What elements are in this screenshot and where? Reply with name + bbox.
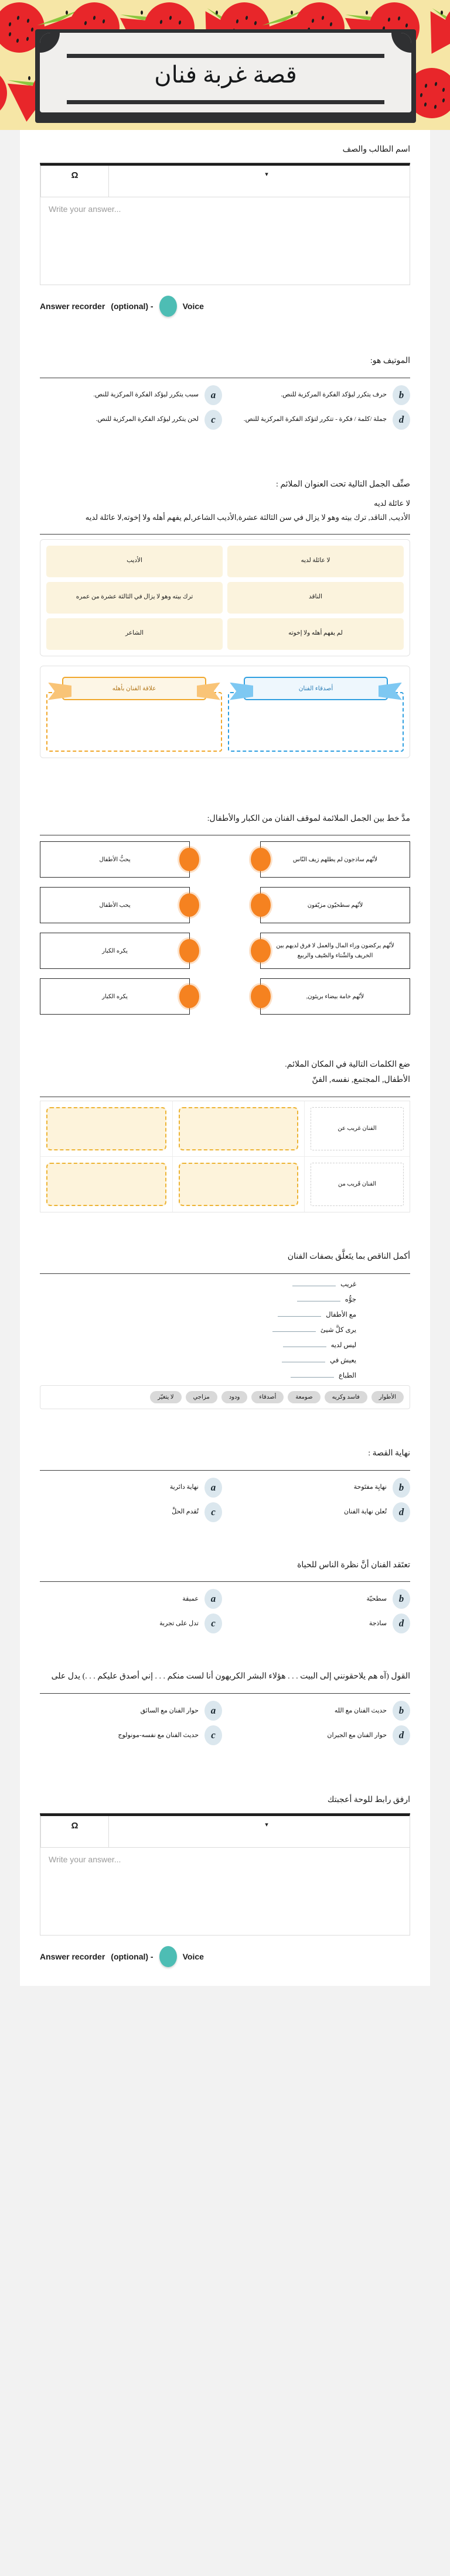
watermelon-seed bbox=[420, 93, 422, 97]
match-row bbox=[40, 841, 410, 878]
name-question-prompt: اسم الطالب والصف bbox=[342, 145, 410, 154]
option-badge: c bbox=[204, 410, 222, 430]
match-card-label: يحب الأطفال bbox=[99, 902, 131, 909]
match-card-right[interactable] bbox=[260, 887, 410, 923]
fill-blank-line bbox=[40, 1309, 410, 1318]
blank-line-label: الطباع bbox=[339, 1372, 356, 1379]
match-card-right[interactable] bbox=[260, 933, 410, 969]
drop-target-area[interactable] bbox=[46, 692, 222, 752]
option-badge: c bbox=[204, 1725, 222, 1745]
blank-input[interactable] bbox=[291, 1370, 334, 1378]
blank-line-label: ليس لديه bbox=[330, 1341, 356, 1349]
watermelon-seed bbox=[16, 39, 19, 43]
option-label: تُعلن نهاية الفنان bbox=[343, 1508, 387, 1516]
recorder-label: Answer recorder bbox=[40, 1951, 105, 1961]
watermelon-seed bbox=[103, 19, 105, 24]
blank-input[interactable] bbox=[272, 1324, 316, 1332]
option-b[interactable] bbox=[228, 1478, 410, 1498]
option-a[interactable] bbox=[40, 1701, 222, 1721]
plaque-inner bbox=[40, 33, 411, 112]
quote-prompt: القول (آه هم يلاحقونني إلى البيت . . . هؤلاء البشر الكريهون أنا لست منكم . . . إني أصدق عليكم . . .) يدل على bbox=[51, 1672, 410, 1681]
match-row bbox=[40, 887, 410, 923]
word-tile[interactable]: الناقد bbox=[227, 582, 404, 614]
match-card-label: لأنّهم خامة بيضاء بريئون, bbox=[306, 993, 364, 1000]
place-words-grid bbox=[40, 1101, 410, 1212]
watermelon-seed bbox=[397, 16, 400, 21]
page-bottom-spacer bbox=[0, 1986, 450, 2013]
drop-zone-label: أصدقاء الفنان bbox=[298, 685, 333, 692]
view-of-life-options bbox=[20, 1582, 430, 1644]
fill-blank-line bbox=[40, 1340, 410, 1349]
ribbon-tail-right bbox=[379, 683, 402, 700]
classify-rule bbox=[40, 534, 410, 535]
ribbon-tail-left bbox=[48, 683, 71, 700]
table-row bbox=[40, 1157, 410, 1212]
blank-line-label: غريب bbox=[340, 1280, 356, 1288]
match-card-right[interactable] bbox=[260, 841, 410, 878]
quote-options bbox=[20, 1694, 430, 1756]
option-label: تدل على تجربة bbox=[159, 1620, 199, 1628]
match-connector-dot[interactable] bbox=[179, 893, 199, 917]
story-end-prompt: نهاية القصة : bbox=[368, 1448, 410, 1458]
watermelon-seed bbox=[424, 84, 427, 88]
match-connector-dot[interactable] bbox=[251, 893, 271, 917]
option-c[interactable] bbox=[40, 1614, 222, 1633]
row-label-cell bbox=[304, 1101, 410, 1156]
match-card-label: يحبُّ الأطفال bbox=[99, 856, 131, 863]
option-badge: a bbox=[204, 1701, 222, 1721]
watermelon-seed bbox=[28, 76, 30, 80]
recorder-voice-label: Voice bbox=[182, 301, 204, 311]
word-bank-chip[interactable]: لا يتغيّر bbox=[150, 1391, 181, 1403]
option-b[interactable] bbox=[228, 1701, 410, 1721]
watermelon-seed bbox=[441, 11, 443, 15]
match-card-left[interactable] bbox=[40, 841, 190, 878]
word-tile[interactable]: ترك بيته وهو لا يزال في الثالثة عشرة من عمره bbox=[46, 582, 223, 614]
toolbar-divider bbox=[108, 1816, 124, 1847]
watermelon-seed bbox=[321, 16, 324, 20]
match-connector-dot[interactable] bbox=[179, 848, 199, 871]
match-row bbox=[40, 933, 410, 969]
drop-zone-family[interactable] bbox=[46, 672, 222, 752]
watermelon-seed bbox=[30, 28, 33, 32]
ribbon-banner-friends bbox=[244, 677, 388, 700]
watermelon-seed bbox=[312, 18, 315, 23]
watermelon-seed bbox=[329, 22, 332, 27]
title-plaque bbox=[35, 29, 416, 123]
option-label: حرف يتكرر ليؤكد الفكرة المركزية للنص. bbox=[281, 391, 387, 399]
match-card-label: لأنّهم ساذجون لم يطلهم زيف النّاس bbox=[292, 856, 378, 863]
watermelon-seed bbox=[66, 11, 68, 15]
name-answer-toolbar bbox=[40, 163, 410, 197]
motif-question-prompt: الموتيف هو: bbox=[370, 356, 410, 365]
option-badge: a bbox=[204, 1478, 222, 1498]
watermelon-seed bbox=[236, 19, 238, 24]
watermelon-seed bbox=[93, 16, 96, 20]
watermelon-seed bbox=[16, 16, 19, 20]
story-end-options bbox=[20, 1471, 430, 1533]
option-badge: c bbox=[204, 1614, 222, 1633]
blank-line-label: يعيش في bbox=[330, 1356, 356, 1364]
recorder-optional-label: (optional) - bbox=[111, 1951, 154, 1961]
classify-prompt-line2: لا عائلة لديه bbox=[374, 499, 410, 508]
watermelon-seed bbox=[442, 98, 445, 102]
matching-rows bbox=[20, 835, 430, 1020]
recorder-label: Answer recorder bbox=[40, 301, 105, 311]
option-badge: d bbox=[393, 410, 410, 430]
recorder-voice-label: Voice bbox=[182, 1951, 204, 1961]
name-answer-input[interactable]: Write your answer... bbox=[40, 197, 410, 285]
final-answer-toolbar bbox=[40, 1814, 410, 1848]
match-connector-dot[interactable] bbox=[251, 985, 271, 1008]
plaque-rule-top bbox=[67, 54, 384, 58]
drop-zone-friends[interactable] bbox=[228, 672, 404, 752]
word-tile[interactable]: الأديب bbox=[46, 546, 223, 577]
toolbar-dropdown-caret[interactable]: ▾ bbox=[265, 1821, 268, 1828]
watermelon-seed bbox=[26, 18, 29, 23]
place-words-prompt-line2: الأطفال, المجتمع, نفسه, الفنّ bbox=[312, 1075, 410, 1085]
option-label: نهاية دائرية bbox=[169, 1484, 199, 1491]
option-badge: b bbox=[393, 1589, 410, 1609]
option-label: ساذجة bbox=[369, 1620, 387, 1628]
match-card-right[interactable] bbox=[260, 978, 410, 1015]
match-card-label: يكره الكبار bbox=[102, 947, 128, 954]
option-d[interactable] bbox=[228, 410, 410, 430]
watermelon-seed bbox=[26, 37, 29, 42]
toolbar-divider bbox=[108, 166, 124, 197]
option-label: تُقدم الحلَّ bbox=[172, 1508, 199, 1516]
match-connector-dot[interactable] bbox=[179, 985, 199, 1008]
drop-zone-label: علاقة الفنان بأهله bbox=[112, 685, 156, 692]
drop-cell[interactable] bbox=[40, 1101, 172, 1156]
option-label: نهايِة مفتَوحة bbox=[353, 1484, 387, 1491]
match-connector-dot[interactable] bbox=[179, 939, 199, 962]
watermelon-seed bbox=[434, 104, 437, 109]
option-c[interactable] bbox=[40, 410, 222, 430]
microphone-icon[interactable] bbox=[159, 296, 177, 317]
drop-target[interactable] bbox=[179, 1163, 298, 1206]
match-connector-dot[interactable] bbox=[251, 848, 271, 871]
fill-blank-line bbox=[40, 1279, 410, 1288]
page-banner bbox=[0, 0, 450, 130]
watermelon-seed bbox=[405, 23, 408, 28]
table-row bbox=[40, 1101, 410, 1157]
option-label: جملة /كلمة / فكرة - تتكرر لتؤكد الفكرة المركزية للنص. bbox=[243, 416, 387, 423]
fill-blank-line bbox=[40, 1370, 410, 1379]
watermelon-seed bbox=[442, 88, 445, 93]
match-connector-dot[interactable] bbox=[251, 939, 271, 962]
blank-input[interactable] bbox=[278, 1309, 321, 1317]
microphone-icon[interactable] bbox=[159, 1946, 177, 1967]
word-bank-chip[interactable]: أصدقاء bbox=[251, 1391, 284, 1403]
option-badge: c bbox=[204, 1502, 222, 1522]
plaque-rule-bottom bbox=[67, 100, 384, 104]
watermelon-seed bbox=[8, 32, 11, 37]
word-tile[interactable]: الشاعر bbox=[46, 618, 223, 650]
watermelon-seed bbox=[366, 11, 368, 15]
watermelon-seed bbox=[387, 18, 390, 22]
option-d[interactable] bbox=[228, 1614, 410, 1633]
drop-target[interactable] bbox=[46, 1107, 166, 1150]
option-label: سطحيّة bbox=[366, 1595, 387, 1603]
match-card-label: لأنّهم سطحيّون مزيّفون bbox=[307, 902, 363, 909]
blank-input[interactable] bbox=[283, 1340, 326, 1347]
blank-line-label: يرى كلَّ شيئ bbox=[320, 1326, 356, 1334]
option-d[interactable] bbox=[228, 1725, 410, 1745]
option-badge: a bbox=[204, 1589, 222, 1609]
ribbon-tail-right bbox=[197, 683, 220, 700]
traits-word-bank bbox=[40, 1385, 410, 1409]
option-badge: b bbox=[393, 1478, 410, 1498]
option-badge: d bbox=[393, 1725, 410, 1745]
blank-line-label: مع الأطفال bbox=[326, 1311, 356, 1318]
drop-cell[interactable] bbox=[172, 1157, 304, 1212]
option-a[interactable] bbox=[40, 1589, 222, 1609]
option-badge: b bbox=[393, 1701, 410, 1721]
option-badge: b bbox=[393, 385, 410, 405]
option-label: حوار الفنان مع الجيران bbox=[327, 1731, 387, 1739]
watermelon-seed bbox=[216, 11, 218, 15]
match-card-left[interactable] bbox=[40, 978, 190, 1015]
option-label: حديث الفنان مع الله bbox=[334, 1707, 387, 1714]
classify-prompt-line1: صنِّف الجمل التالية تحت العنوان الملائم : bbox=[275, 479, 410, 489]
option-label: حديث الفنان مع نفسه-مونولوج bbox=[118, 1731, 199, 1739]
drop-target[interactable] bbox=[179, 1107, 298, 1150]
drop-target[interactable] bbox=[46, 1163, 166, 1206]
toolbar-dropdown-caret[interactable]: ▾ bbox=[265, 170, 268, 178]
option-label: حوار الفنان مع السائق bbox=[140, 1707, 199, 1714]
word-bank-chip[interactable]: فاسد وكريه bbox=[325, 1391, 367, 1403]
option-b[interactable] bbox=[228, 385, 410, 405]
word-bank-chip[interactable]: مزاجي bbox=[186, 1391, 217, 1403]
watermelon-seed bbox=[291, 11, 293, 15]
word-bank-chip[interactable]: صومعة bbox=[288, 1391, 320, 1403]
watermelon-seed bbox=[245, 16, 248, 20]
row-label: الفنان قَريب من bbox=[311, 1163, 404, 1206]
place-words-prompt-line1: ضع الكلمات التالية في المكان الملائم. bbox=[285, 1060, 410, 1070]
match-card-left[interactable] bbox=[40, 933, 190, 969]
row-label-cell bbox=[304, 1157, 410, 1212]
watermelon-seed bbox=[424, 102, 427, 107]
word-tile[interactable]: لا عائلة لديه bbox=[227, 546, 404, 577]
option-c[interactable] bbox=[40, 1502, 222, 1522]
view-of-life-prompt: تعتَقد الفنان أنَّ نظرة الناس للحياة bbox=[297, 1560, 410, 1570]
watermelon-seed bbox=[178, 20, 181, 25]
drop-target-area[interactable] bbox=[228, 692, 404, 752]
option-badge: d bbox=[393, 1614, 410, 1633]
row-label: الفنان غريب عن bbox=[311, 1107, 404, 1150]
option-a[interactable] bbox=[40, 385, 222, 405]
option-label: لحن يتكرر ليؤكد الفكرة المركزية للنص. bbox=[96, 416, 199, 423]
matching-prompt: مدَّ خط بين الجمل الملائمة لموقف الفنان من الكبار والأطفال: bbox=[207, 814, 410, 823]
final-answer-input[interactable]: Write your answer... bbox=[40, 1848, 410, 1936]
name-answer-recorder bbox=[40, 296, 410, 317]
watermelon-seed bbox=[160, 20, 163, 25]
option-label: سبب يتكرر ليؤكد الفكرة المركزية للنص. bbox=[93, 391, 199, 399]
match-row bbox=[40, 978, 410, 1015]
watermelon-seed bbox=[169, 16, 172, 20]
watermelon-seed bbox=[141, 11, 143, 15]
blank-input[interactable] bbox=[282, 1355, 325, 1362]
worksheet-sheet bbox=[20, 130, 430, 1986]
option-b[interactable] bbox=[228, 1589, 410, 1609]
ribbon-banner-family bbox=[62, 677, 206, 700]
classify-prompt-line3: الأديب, الناقد, ترك بيته وهو لا يزال في سن الثالثة عشرة,الأديب الشاعر,لم يفهم أهله ولا إخوته,لا عائلة لديه bbox=[85, 513, 410, 522]
watermelon-seed bbox=[9, 22, 12, 27]
match-card-left[interactable] bbox=[40, 887, 190, 923]
watermelon-seed bbox=[434, 81, 437, 86]
blank-input[interactable] bbox=[292, 1279, 336, 1286]
page-title: قصة غربة فنان bbox=[154, 61, 297, 88]
option-d[interactable] bbox=[228, 1502, 410, 1522]
final-question-prompt: ارفق رابط للوحة أعجبتك bbox=[327, 1796, 410, 1805]
drop-cell[interactable] bbox=[40, 1157, 172, 1212]
watermelon-seed bbox=[254, 21, 257, 26]
option-badge: a bbox=[204, 385, 222, 405]
option-a[interactable] bbox=[40, 1478, 222, 1498]
word-bank-chip[interactable]: الأطوار bbox=[371, 1391, 404, 1403]
ribbon-tail-left bbox=[230, 683, 253, 700]
blank-line-label: جوُّه bbox=[345, 1296, 356, 1303]
recorder-optional-label: (optional) - bbox=[111, 301, 154, 311]
watermelon-seed bbox=[84, 21, 87, 26]
match-card-label: يكره الكبار bbox=[102, 993, 128, 1000]
match-card-label: لأنّهم يركضون وراء المال والعمل لا فرق لديهم بين الخريف والشّتاء والصّيف والربيع bbox=[276, 943, 394, 960]
fill-blank-line bbox=[40, 1324, 410, 1334]
omega-symbol-button[interactable]: Ω bbox=[40, 166, 108, 197]
classify-drop-zones bbox=[40, 666, 410, 758]
word-bank-chip[interactable]: ودود bbox=[221, 1391, 248, 1403]
fill-blank-line bbox=[40, 1355, 410, 1364]
classify-word-tiles bbox=[40, 539, 410, 656]
traits-blank-lines bbox=[20, 1274, 430, 1379]
drop-cell[interactable] bbox=[172, 1101, 304, 1156]
word-tile[interactable]: لم يفهم أهله ولا إخوته bbox=[227, 618, 404, 650]
option-badge: d bbox=[393, 1502, 410, 1522]
omega-symbol-button[interactable]: Ω bbox=[40, 1816, 108, 1847]
final-answer-recorder bbox=[40, 1946, 410, 1967]
fill-blank-line bbox=[40, 1294, 410, 1303]
option-c[interactable] bbox=[40, 1725, 222, 1745]
blank-input[interactable] bbox=[297, 1294, 340, 1301]
motif-options bbox=[20, 378, 430, 440]
traits-prompt: أكمل الناقص بما يتَعلَّق بصفات الفنان bbox=[287, 1252, 410, 1261]
option-label: عميقة bbox=[182, 1595, 199, 1603]
